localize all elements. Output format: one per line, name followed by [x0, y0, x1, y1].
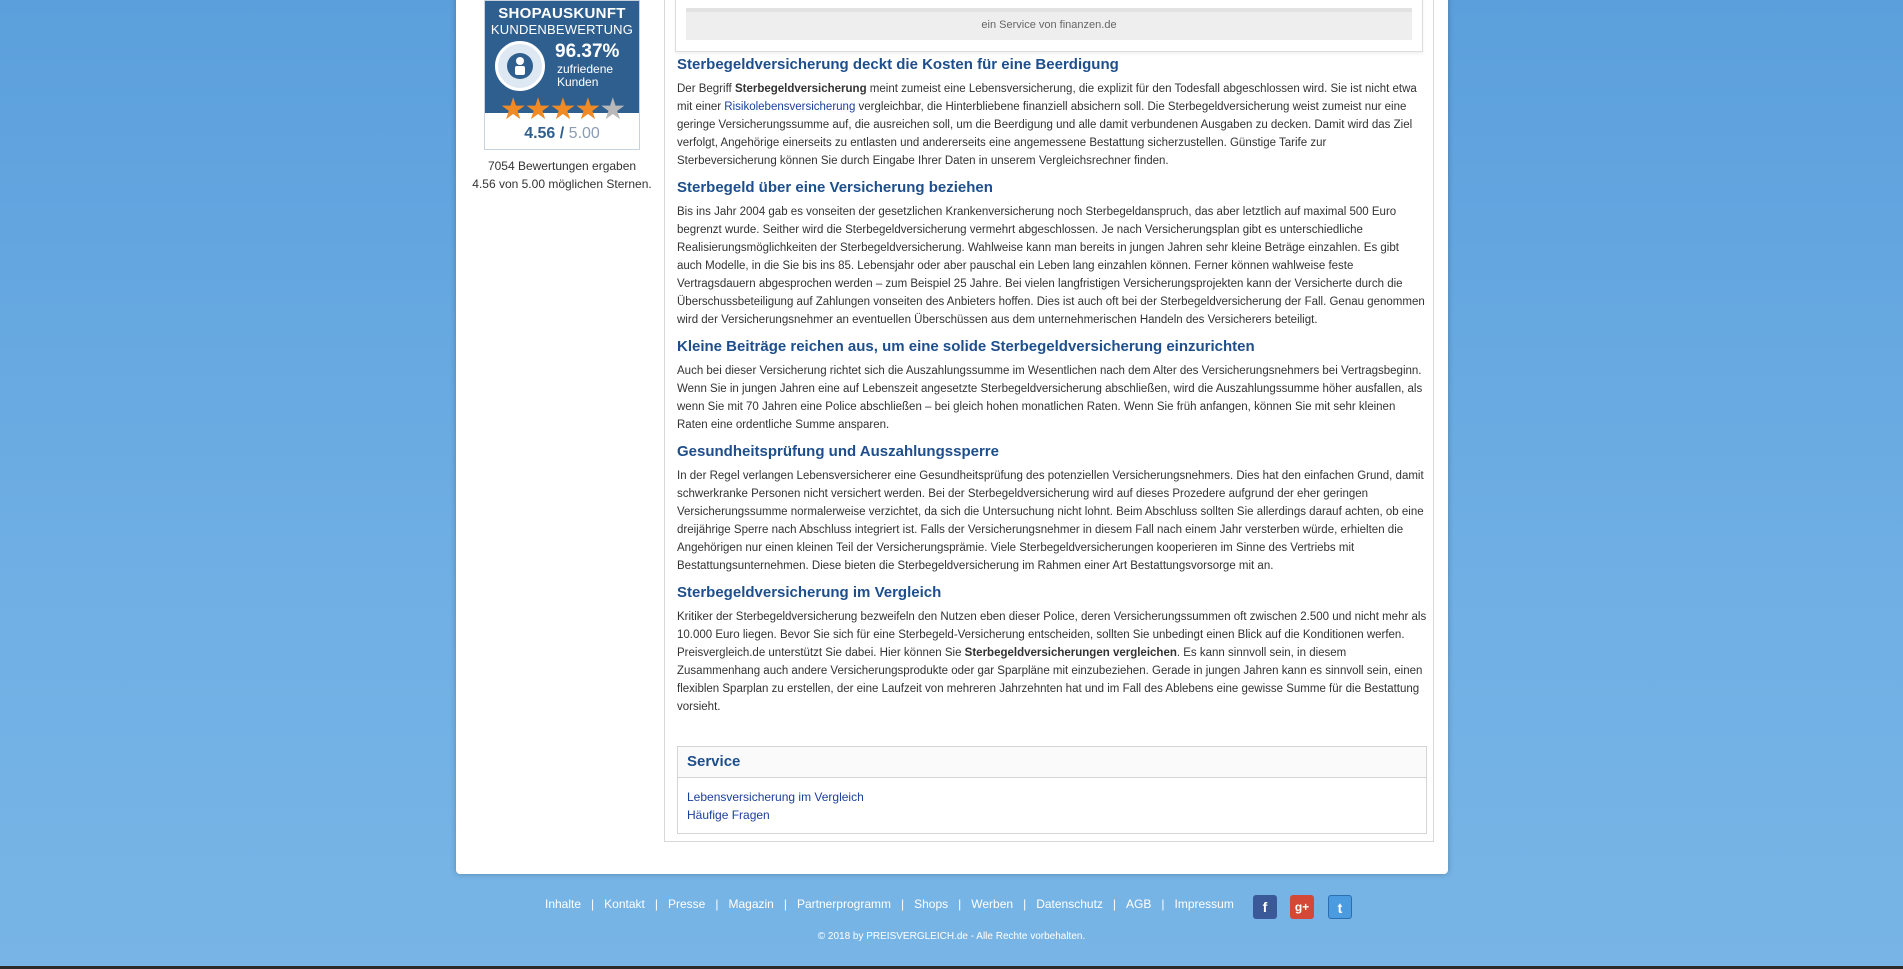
footer-separator: |: [783, 897, 787, 911]
section-title: Sterbegeld über eine Versicherung beziehen: [677, 179, 993, 196]
person-badge-icon: [505, 51, 535, 81]
service-strip: ein Service von finanzen.de: [686, 8, 1412, 40]
star-icon: ★: [499, 93, 525, 126]
service-link-lebensversicherung[interactable]: Lebensversicherung im Vergleich: [687, 790, 864, 804]
seal-score-max: 5.00: [568, 125, 600, 142]
footer-link-magazin[interactable]: Magazin: [728, 897, 774, 911]
section-text: Auch bei dieser Versicherung richtet sich die Auszahlungssumme im Wesentlichen nach dem Alter des Versicherungsnehmers bei Vertragsbeginn. Wenn Sie in jungen Jahren eine auf Lebenszeit angesetzte Sterbegeldversicherung abschließen, wird die Auszahlungssumme höher ausfallen, als wenn Sie mit 70 Jahren eine Police abschließen – bei gleich hohen monatlichen Raten. Wenn Sie früh anfangen, können Sie mit sehr kleinen Raten eine ordentliche Summe ansparen.: [677, 365, 1423, 431]
footer-separator: |: [900, 897, 905, 911]
section-title: Sterbegeldversicherung deckt die Kosten für eine Beerdigung: [677, 56, 1119, 73]
footer-link-impressum[interactable]: Impressum: [1174, 897, 1234, 911]
seal-title: SHOPAUSKUNFT: [498, 5, 626, 22]
service-panel: [677, 746, 1427, 834]
section-title: Gesundheitsprüfung und Auszahlungssperre: [677, 443, 999, 460]
footer-nav: [545, 897, 1234, 915]
footer-link-inhalte[interactable]: Inhalte: [545, 897, 582, 911]
seal-subtitle: KUNDENBEWERTUNG: [490, 22, 634, 37]
footer-separator: |: [591, 897, 595, 911]
seal-caption-line1: 7054 Bewertungen ergaben: [487, 159, 637, 173]
footer-link-agb[interactable]: AGB: [1126, 897, 1152, 911]
text-segment: Der Begriff: [677, 83, 735, 95]
seal-caption-line2: 4.56 von 5.00 möglichen Sternen.: [472, 177, 652, 191]
footer-link-partnerprogramm[interactable]: Partnerprogramm: [796, 897, 891, 911]
text-segment: Kritiker der Sterbegeldversicherung bezweifeln den Nutzen eben dieser Police, deren Versicherungssummen oft zwischen 2.500 und nicht mehr als 10.000 Euro liegen. Bevor Sie sich für eine Sterbegeld-Versicherung entscheiden, sollten Sie unbedingt einen Blick auf die Konditionen werfen. Preisvergleich.de unterstützt Sie dabei. Hier können Sie: [677, 611, 1427, 659]
seal-satisfied-label: zufriedene Kunden: [557, 62, 614, 89]
section-title: Kleine Beiträge reichen aus, um eine solide Sterbegeldversicherung einzurichten: [677, 338, 1255, 355]
article: [677, 56, 1427, 725]
star-icon: ★: [524, 93, 550, 126]
bold-term: Sterbegeldversicherungen vergleichen: [964, 647, 1177, 659]
footer-link-shops[interactable]: Shops: [914, 897, 949, 911]
footer-link-datenschutz[interactable]: Datenschutz: [1036, 897, 1103, 911]
main-content: [664, 0, 1434, 842]
footer-separator: |: [1112, 897, 1117, 911]
section-text: [677, 80, 1427, 170]
star-half-icon: ★: [599, 93, 625, 126]
text-segment: . Es kann sinnvoll sein, in diesem Zusammenhang auch andere Versicherungsprodukte oder gar Sparpläne mit einzubeziehen. Gerade in jungen Jahren kann es sinnvoll sein, einen flexiblen Sparplan zu erstellen, der eine Laufzeit von mehreren Jahrzehnten hat und im Fall des Ablebens eine gewisse Summe für die Bestattung vorsieht.: [677, 647, 1423, 713]
text-segment: vergleichbar, die Hinterbliebene finanziell absichern soll. Die Sterbegeldversicherung weist zumeist nur eine geringe Versicherungssumme auf, die ausreichen soll, um die Beerdigung und alle damit verbundenen Ausgaben zu decken. Damit wird das Ziel verfolgt, Angehörige einerseits zu entlasten und andererseits eine angemessene Bestattung sicherzustellen. Günstige Tarife zur Sterbeversicherung können Sie durch Eingabe Ihrer Daten in unserem Vergleichsrechner finden.: [677, 101, 1413, 167]
service-link-faq[interactable]: Häufige Fragen: [687, 808, 770, 822]
section-text: Bis ins Jahr 2004 gab es vonseiten der gesetzlichen Krankenversicherung noch Sterbegeldanspruch, das aber letztlich auf maximal 500 Euro begrenzt wurde. Seither wird die Sterbegeldversicherung vermehrt abgeschlossen. Je nach Versicherungsplan gibt es unterschiedliche Realisierungsmöglichkeiten der Sterbegeldversicherung. Wahlweise kann man bereits in jungen Jahren sehr kleine Beträge einzahlen. Es gibt auch Modelle, in die Sie bis ins 85. Lebensjahr oder aber pauschal ein Leben lang einzahlen können. Ferner können wahlweise feste Vertragsdauern abgesprochen werden – zum Beispiel 25 Jahre. Bei vielen langfristigen Versicherungsprojekten kann der Versicherte durch die Überschussbeteiligung auf Zahlungen vonseiten des Anbieters hoffen. Dies ist auch oft bei der Sterbegeldversicherung der Fall. Genau genommen wird der Versicherungsnehmer an eventuellen Überschüssen aus dem unternehmerischen Handeln des Versicherers beteiligt.: [677, 206, 1425, 326]
footer-link-kontakt[interactable]: Kontakt: [604, 897, 645, 911]
footer-separator: |: [1161, 897, 1165, 911]
service-panel-title: Service: [678, 747, 1426, 778]
service-links: [678, 778, 1426, 824]
footer-separator: |: [958, 897, 962, 911]
seal-percent: 96.37%: [555, 41, 620, 62]
calculator-box: [675, 0, 1423, 52]
footer-link-werben[interactable]: Werben: [971, 897, 1014, 911]
seal-score-separator: /: [555, 125, 569, 142]
footer-separator: |: [654, 897, 658, 911]
section-text: In der Regel verlangen Lebensversicherer eine Gesundheitsprüfung des potenziellen Versicherungsnehmers. Dies hat den einfachen Grund, damit schwerkranke Personen nicht versichert werden. Bei der Sterbegeldversicherung wird auf dieses Prozedere aufgrund der eher geringen Versicherungssumme normalerweise verzichtet, da sich die Untersuchung nicht lohnt. Beim Abschluss sollten Sie allerdings darauf achten, ob eine dreijährige Sperre nach Abschluss integriert ist. Falls der Versicherungsnehmer in diesem Fall nach einem Jahr versterben würde, erhielten die Angehörigen nur einen kleinen Teil der Versicherungsprämie. Viele Sterbegeldversicherungen kooperieren im Sinne des Vertriebs mit Bestattungsunternehmen. Diese bieten die Sterbegeldversicherung im Rahmen einer Art Bestattungsvorsorge mit an.: [677, 470, 1424, 572]
seal-caption: [464, 157, 660, 193]
seal-score-value: 4.56: [524, 125, 556, 142]
section-text: [677, 608, 1427, 716]
footer-separator: |: [715, 897, 719, 911]
copyright: © 2018 by PREISVERGLEICH.de - Alle Rechte vorbehalten.: [817, 931, 1086, 942]
footer-separator: |: [1023, 897, 1027, 911]
shopauskunft-seal[interactable]: [484, 0, 640, 150]
footer-link-presse[interactable]: Presse: [667, 897, 706, 911]
page-container: [456, 0, 1448, 874]
seal-score: [485, 125, 639, 143]
risikolebensversicherung-link[interactable]: Risikolebensversicherung: [724, 101, 856, 113]
section-title: Sterbegeldversicherung im Vergleich: [677, 584, 942, 601]
star-icon: ★: [574, 93, 600, 126]
facebook-icon[interactable]: f: [1253, 895, 1277, 919]
twitter-icon[interactable]: t: [1328, 895, 1352, 919]
text-segment: meint zumeist eine Lebensversicherung, die explizit für den Todesfall abgeschlossen wird. Sie ist nicht etwa mit einer: [677, 83, 1417, 113]
seal-stars: [485, 95, 639, 125]
googleplus-icon[interactable]: g+: [1290, 895, 1314, 919]
seal-logo-icon: [495, 41, 545, 91]
star-icon: ★: [549, 93, 575, 126]
bold-term: Sterbegeldversicherung: [734, 83, 867, 95]
